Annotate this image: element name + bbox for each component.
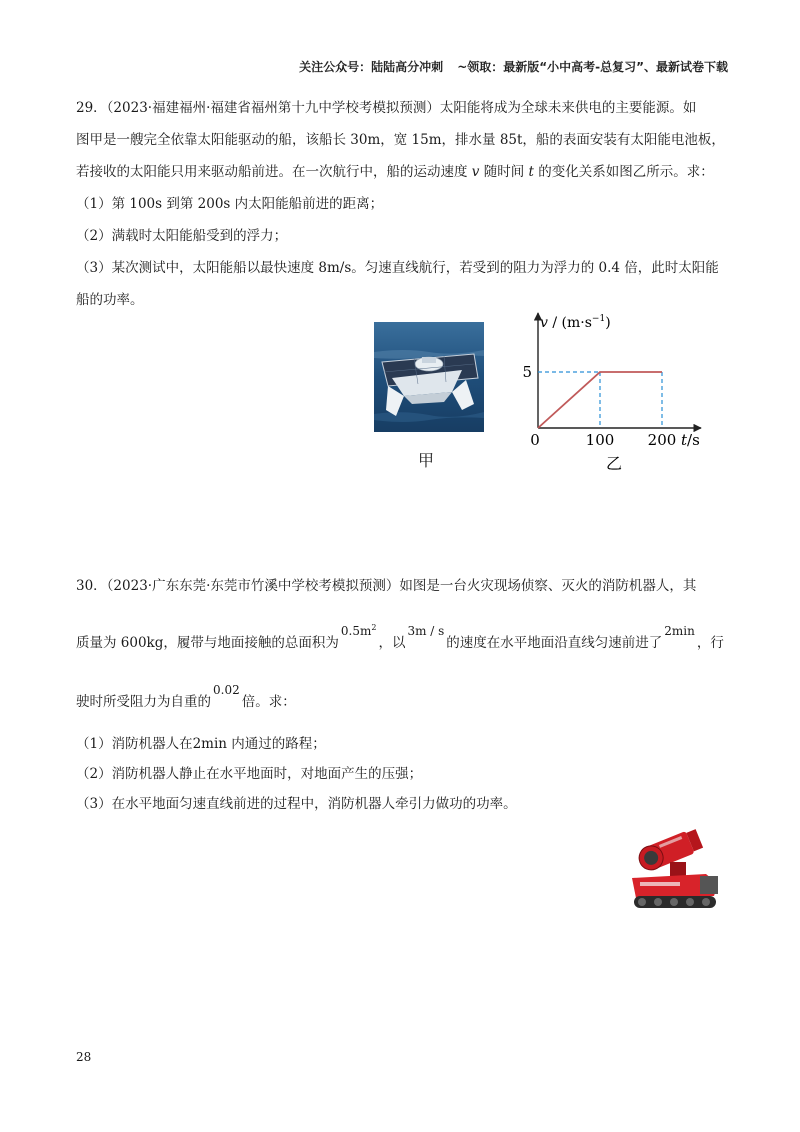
q30-sub-3: （3）在水平地面匀速直线前进的过程中，消防机器人牵引力做功的功率。 [76, 796, 517, 812]
q30-sub-1 [76, 734, 736, 754]
time-value: 2min [664, 624, 695, 638]
q30-line-2-part-a: 质量为 600kg，履带与地面接触的总面积为 [76, 635, 339, 651]
q30-line-3-part-a: 驶时所受阻力为自重的 [76, 694, 211, 710]
q30-sub-1-time: 2min [192, 736, 227, 752]
area-exponent: 2 [371, 623, 377, 632]
q30-line-2 [76, 623, 736, 653]
q30-line-3 [76, 683, 736, 712]
q29-line-3-part-c: 的变化关系如图乙所示。求： [533, 164, 714, 180]
q29-line-2: 图甲是一艘完全依靠太阳能驱动的船，该船长 30m，宽 15m，排水量 85t，船的表面安装有太阳能电池板， [76, 132, 725, 148]
q29-sub-3-cont: 船的功率。 [76, 292, 144, 308]
x-axis-label: t/s [681, 431, 700, 449]
header-left-text: 关注公众号：陆陆高分冲刺 [299, 60, 444, 74]
q29-sub-1: （1）第 100s 到第 200s 内太阳能船前进的距离； [76, 196, 384, 212]
q29-sub-2: （2）满载时太阳能船受到的浮力； [76, 228, 288, 244]
area-value [341, 624, 377, 638]
q30-sub-1-part-a: （1）消防机器人在 [76, 736, 193, 752]
fire-robot-photo [626, 820, 726, 914]
x-tick-label-200: 200 [647, 431, 677, 449]
figure-caption-jia: 甲 [418, 451, 435, 470]
speed-value: 3m / s [407, 624, 445, 638]
header-right-text: ~领取：最新版“小中高考-总复习”、最新试卷下载 [457, 60, 728, 74]
y-axis-label: $v / (m\cdot s^{-1})$ [540, 314, 611, 331]
page-header [0, 58, 728, 75]
velocity-time-chart [522, 305, 732, 475]
q30-sub-2: （2）消防机器人静止在水平地面时，对地面产生的压强； [76, 766, 423, 782]
q29-sub-3: （3）某次测试中，太阳能船以最快速度 8m/s。匀速直线航行，若受到的阻力为浮力的 0.4 倍，此时太阳能 [76, 260, 719, 276]
resistance-ratio: 0.02 [213, 683, 240, 697]
page-number: 28 [76, 1050, 92, 1064]
q29-line-3 [76, 162, 736, 182]
q29-line-1: 29．（2023·福建福州·福建省福州第十九中学校考模拟预测）太阳能将成为全球未来供电的主要能源。如 [76, 100, 697, 116]
q30-line-2-part-c: 的速度在水平地面沿直线匀速前进了 [446, 635, 663, 651]
origin-label: 0 [530, 431, 540, 449]
area-number: 0.5m [340, 624, 372, 638]
x-tick-label-100: 100 [585, 431, 615, 449]
q29-line-3-part-a: 若接收的太阳能只用来驱动船前进。在一次航行中，船的运动速度 [76, 164, 472, 180]
q29-var-v: v [471, 164, 480, 180]
figure-caption-yi: 乙 [605, 454, 623, 473]
q30-line-3-part-b: 倍。求： [241, 694, 296, 710]
q29-line-3-part-b: 随时间 [479, 164, 529, 180]
q30-line-2-part-b: ，以 [378, 635, 406, 651]
q30-sub-1-part-b: 内通过的路程； [227, 736, 326, 752]
solar-boat-photo [374, 322, 484, 432]
q29-var-t: t [528, 164, 534, 180]
q30-line-1: 30．（2023·广东东莞·东莞市竹溪中学校考模拟预测）如图是一台火灾现场侦察、灭火的消防机器人，其 [76, 578, 697, 594]
q30-line-2-part-d: ，行 [696, 635, 724, 651]
y-tick-label-5: 5 [522, 363, 532, 381]
